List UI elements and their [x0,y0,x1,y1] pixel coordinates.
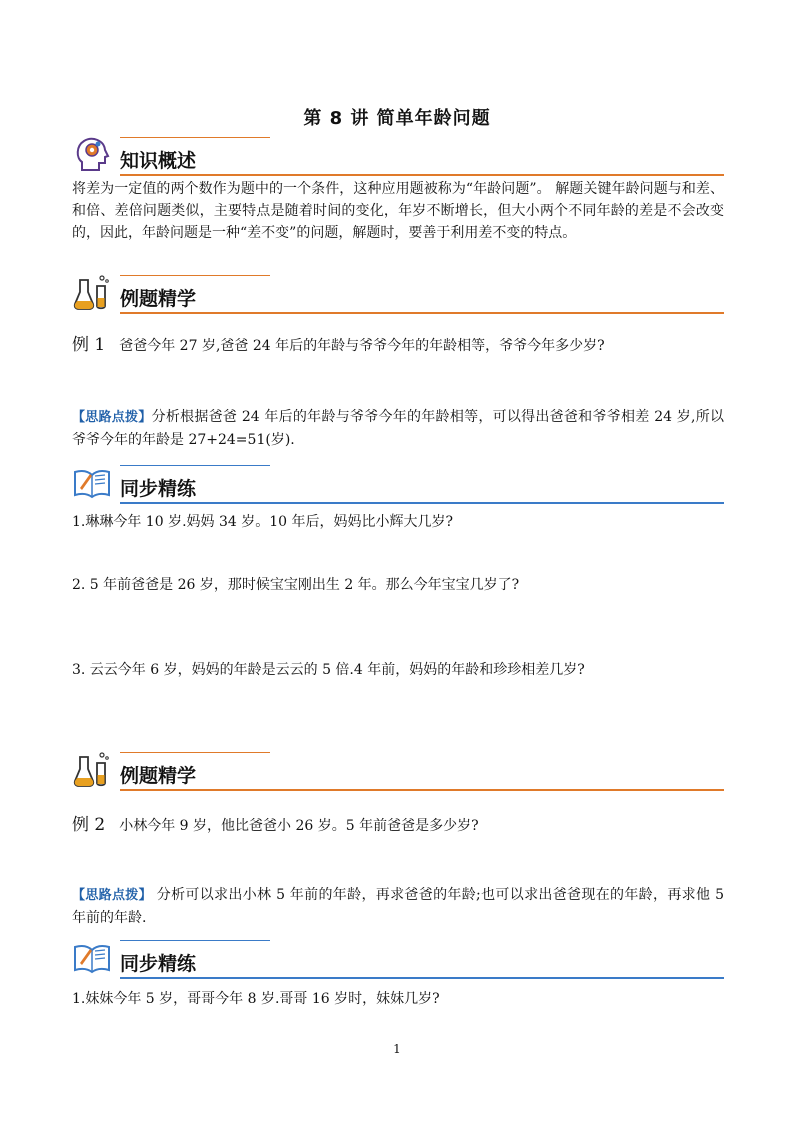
question-text: 小林今年 9 岁，他比爸爸小 26 岁。5 年前爸爸是多少岁? [119,818,479,834]
example-1-question [72,334,724,357]
flask-icon [72,749,112,789]
section-header-example-1 [72,272,724,316]
practice-1-item-1: 1.琳琳今年 10 岁.妈妈 34 岁。10 年后，妈妈比小辉大几岁? [72,514,454,530]
hint-text: 分析根据爸爸 24 年后的年龄与爷爷今年的年龄相等，可以得出爸爸和爷爷相差 24 岁,所以爷爷今年的年龄是 27+24=51(岁). [72,409,724,448]
hint-tag: 【思路点拨】 [72,410,152,425]
section-rule [120,502,724,504]
head-gear-icon [72,134,112,174]
question-text: 爸爸今年 27 岁,爸爸 24 年后的年龄与爷爷今年的年龄相等，爷爷今年多少岁? [119,338,605,354]
section-top-rule [120,275,270,276]
flask-icon [72,272,112,312]
section-label: 例题精学 [120,288,197,310]
section-label: 例题精学 [120,765,197,787]
example-2-hint [72,884,724,929]
section-top-rule [120,752,270,753]
section-header-knowledge [72,134,724,178]
open-book-icon [72,937,112,977]
open-book-icon [72,462,112,502]
section-rule [120,174,724,176]
example-1-hint [72,406,724,451]
section-top-rule [120,137,270,138]
knowledge-text: 将差为一定值的两个数作为题中的一个条件，这种应用题被称为“年龄问题”。 解题关键年龄问题与和差、和倍、差倍问题类似，主要特点是随着时间的变化，年岁不断增长，但大小两个不同年龄的差是不会改变的，因此，年龄问题是一种“差不变”的问题，解题时，要善于利用差不变的特点。 [72,181,724,241]
page-number: 1 [393,1042,401,1056]
section-rule [120,789,724,791]
section-label: 知识概述 [120,150,197,172]
section-header-practice-2 [72,937,724,981]
section-rule [120,977,724,979]
section-label: 同步精练 [120,953,197,975]
example-label: 例 1 [72,335,106,355]
practice-1-item-2: 2. 5 年前爸爸是 26 岁，那时候宝宝刚出生 2 年。那么今年宝宝几岁了? [72,577,520,593]
section-header-example-2 [72,749,724,793]
section-label: 同步精练 [120,478,197,500]
practice-1-item-3: 3. 云云今年 6 岁，妈妈的年龄是云云的 5 倍.4 年前，妈妈的年龄和珍珍相差几岁? [72,662,585,678]
example-2-question [72,814,724,837]
section-rule [120,312,724,314]
page-title: 第 8 讲 简单年龄问题 [303,108,491,129]
hint-tag: 【思路点拨】 [72,888,152,903]
example-label: 例 2 [72,815,106,835]
section-top-rule [120,465,270,466]
practice-2-item-1: 1.妹妹今年 5 岁，哥哥今年 8 岁.哥哥 16 岁时，妹妹几岁? [72,991,440,1007]
section-top-rule [120,940,270,941]
section-header-practice-1 [72,462,724,506]
hint-text: 分析可以求出小林 5 年前的年龄，再求爸爸的年龄;也可以求出爸爸现在的年龄，再求他 5 年前的年龄. [72,887,724,926]
